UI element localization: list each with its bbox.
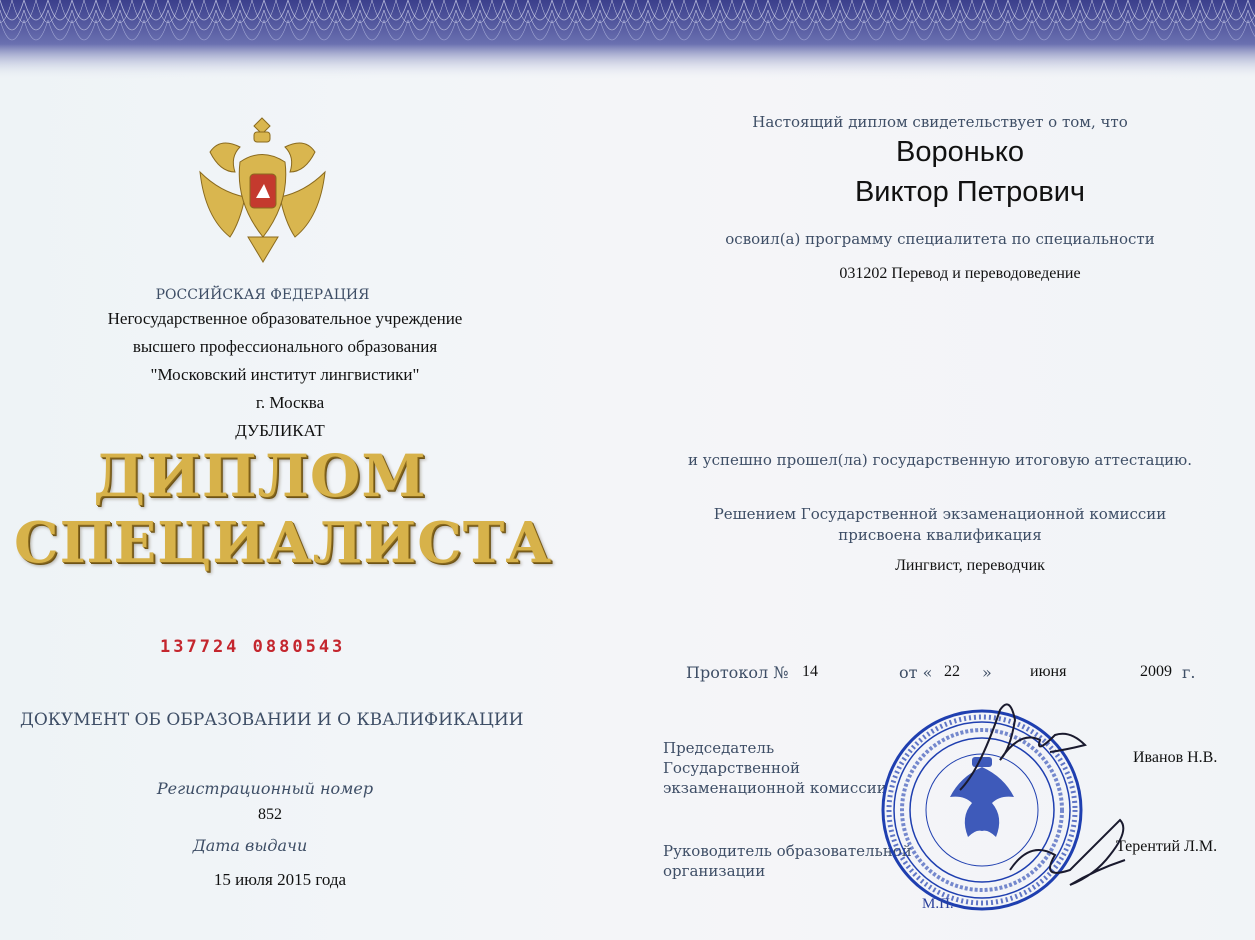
country-name: РОССИЙСКАЯ ФЕДЕРАЦИЯ: [155, 287, 370, 303]
seal-place-label: М.П.: [922, 896, 954, 912]
chair-name: Иванов Н.В.: [1133, 749, 1218, 766]
head-title-line-2: организации: [663, 862, 766, 880]
decision-line-1: Решением Государственной экзаменационной комиссии: [713, 505, 1167, 523]
institution-line-2: высшего профессионального образования: [132, 337, 438, 356]
specialty: 031202 Перевод и переводоведение: [839, 265, 1081, 282]
city: г. Москва: [255, 393, 325, 412]
protocol-day: 22: [944, 663, 960, 680]
institution-name: "Московский институт лингвистики": [150, 365, 420, 384]
qualification: Лингвист, переводчик: [895, 557, 1045, 574]
head-title-line-1: Руководитель образовательной: [663, 842, 912, 860]
guilloche-border: [0, 0, 1255, 80]
protocol-month: июня: [1030, 663, 1067, 680]
duplicate-label: ДУБЛИКАТ: [235, 421, 325, 440]
serial-number: 137724 0880543: [160, 637, 346, 657]
year-suffix: г.: [1182, 663, 1196, 682]
chair-title-line-1: Председатель: [663, 739, 775, 757]
attestation-text: и успешно прошел(ла) государственную итоговую аттестацию.: [688, 451, 1192, 469]
date-day-close: »: [982, 663, 992, 682]
registration-number: 852: [258, 806, 282, 823]
holder-surname: Воронько: [896, 136, 1024, 168]
head-name: Терентий Л.М.: [1116, 838, 1218, 855]
holder-given-names: Виктор Петрович: [854, 176, 1086, 208]
chair-title-line-3: экзаменационной комиссии: [663, 779, 887, 797]
head-signature-icon: [1000, 800, 1140, 895]
issue-date-label: Дата выдачи: [192, 836, 308, 855]
diploma-title-line-1: ДИПЛОМ: [93, 442, 427, 510]
document-type: ДОКУМЕНТ ОБ ОБРАЗОВАНИИ И О КВАЛИФИКАЦИИ: [20, 710, 524, 730]
coat-of-arms-icon: [190, 112, 335, 272]
registration-label: Регистрационный номер: [156, 779, 374, 798]
intro-text: Настоящий диплом свидетельствует о том, что: [752, 113, 1128, 131]
institution-line-1: Негосударственное образовательное учреждение: [107, 309, 463, 328]
protocol-number: 14: [802, 663, 818, 680]
protocol-year: 2009: [1140, 663, 1172, 680]
chair-title-line-2: Государственной: [663, 759, 801, 777]
decision-line-2: присвоена квалификация: [838, 526, 1042, 544]
diploma-title-line-2: СПЕЦИАЛИСТА: [14, 510, 553, 576]
program-text: освоил(а) программу специалитета по специальности: [725, 230, 1155, 248]
date-from-label: от «: [899, 663, 933, 682]
issue-date: 15 июля 2015 года: [213, 870, 347, 889]
chair-signature-icon: [940, 690, 1100, 800]
protocol-label: Протокол №: [686, 663, 789, 682]
